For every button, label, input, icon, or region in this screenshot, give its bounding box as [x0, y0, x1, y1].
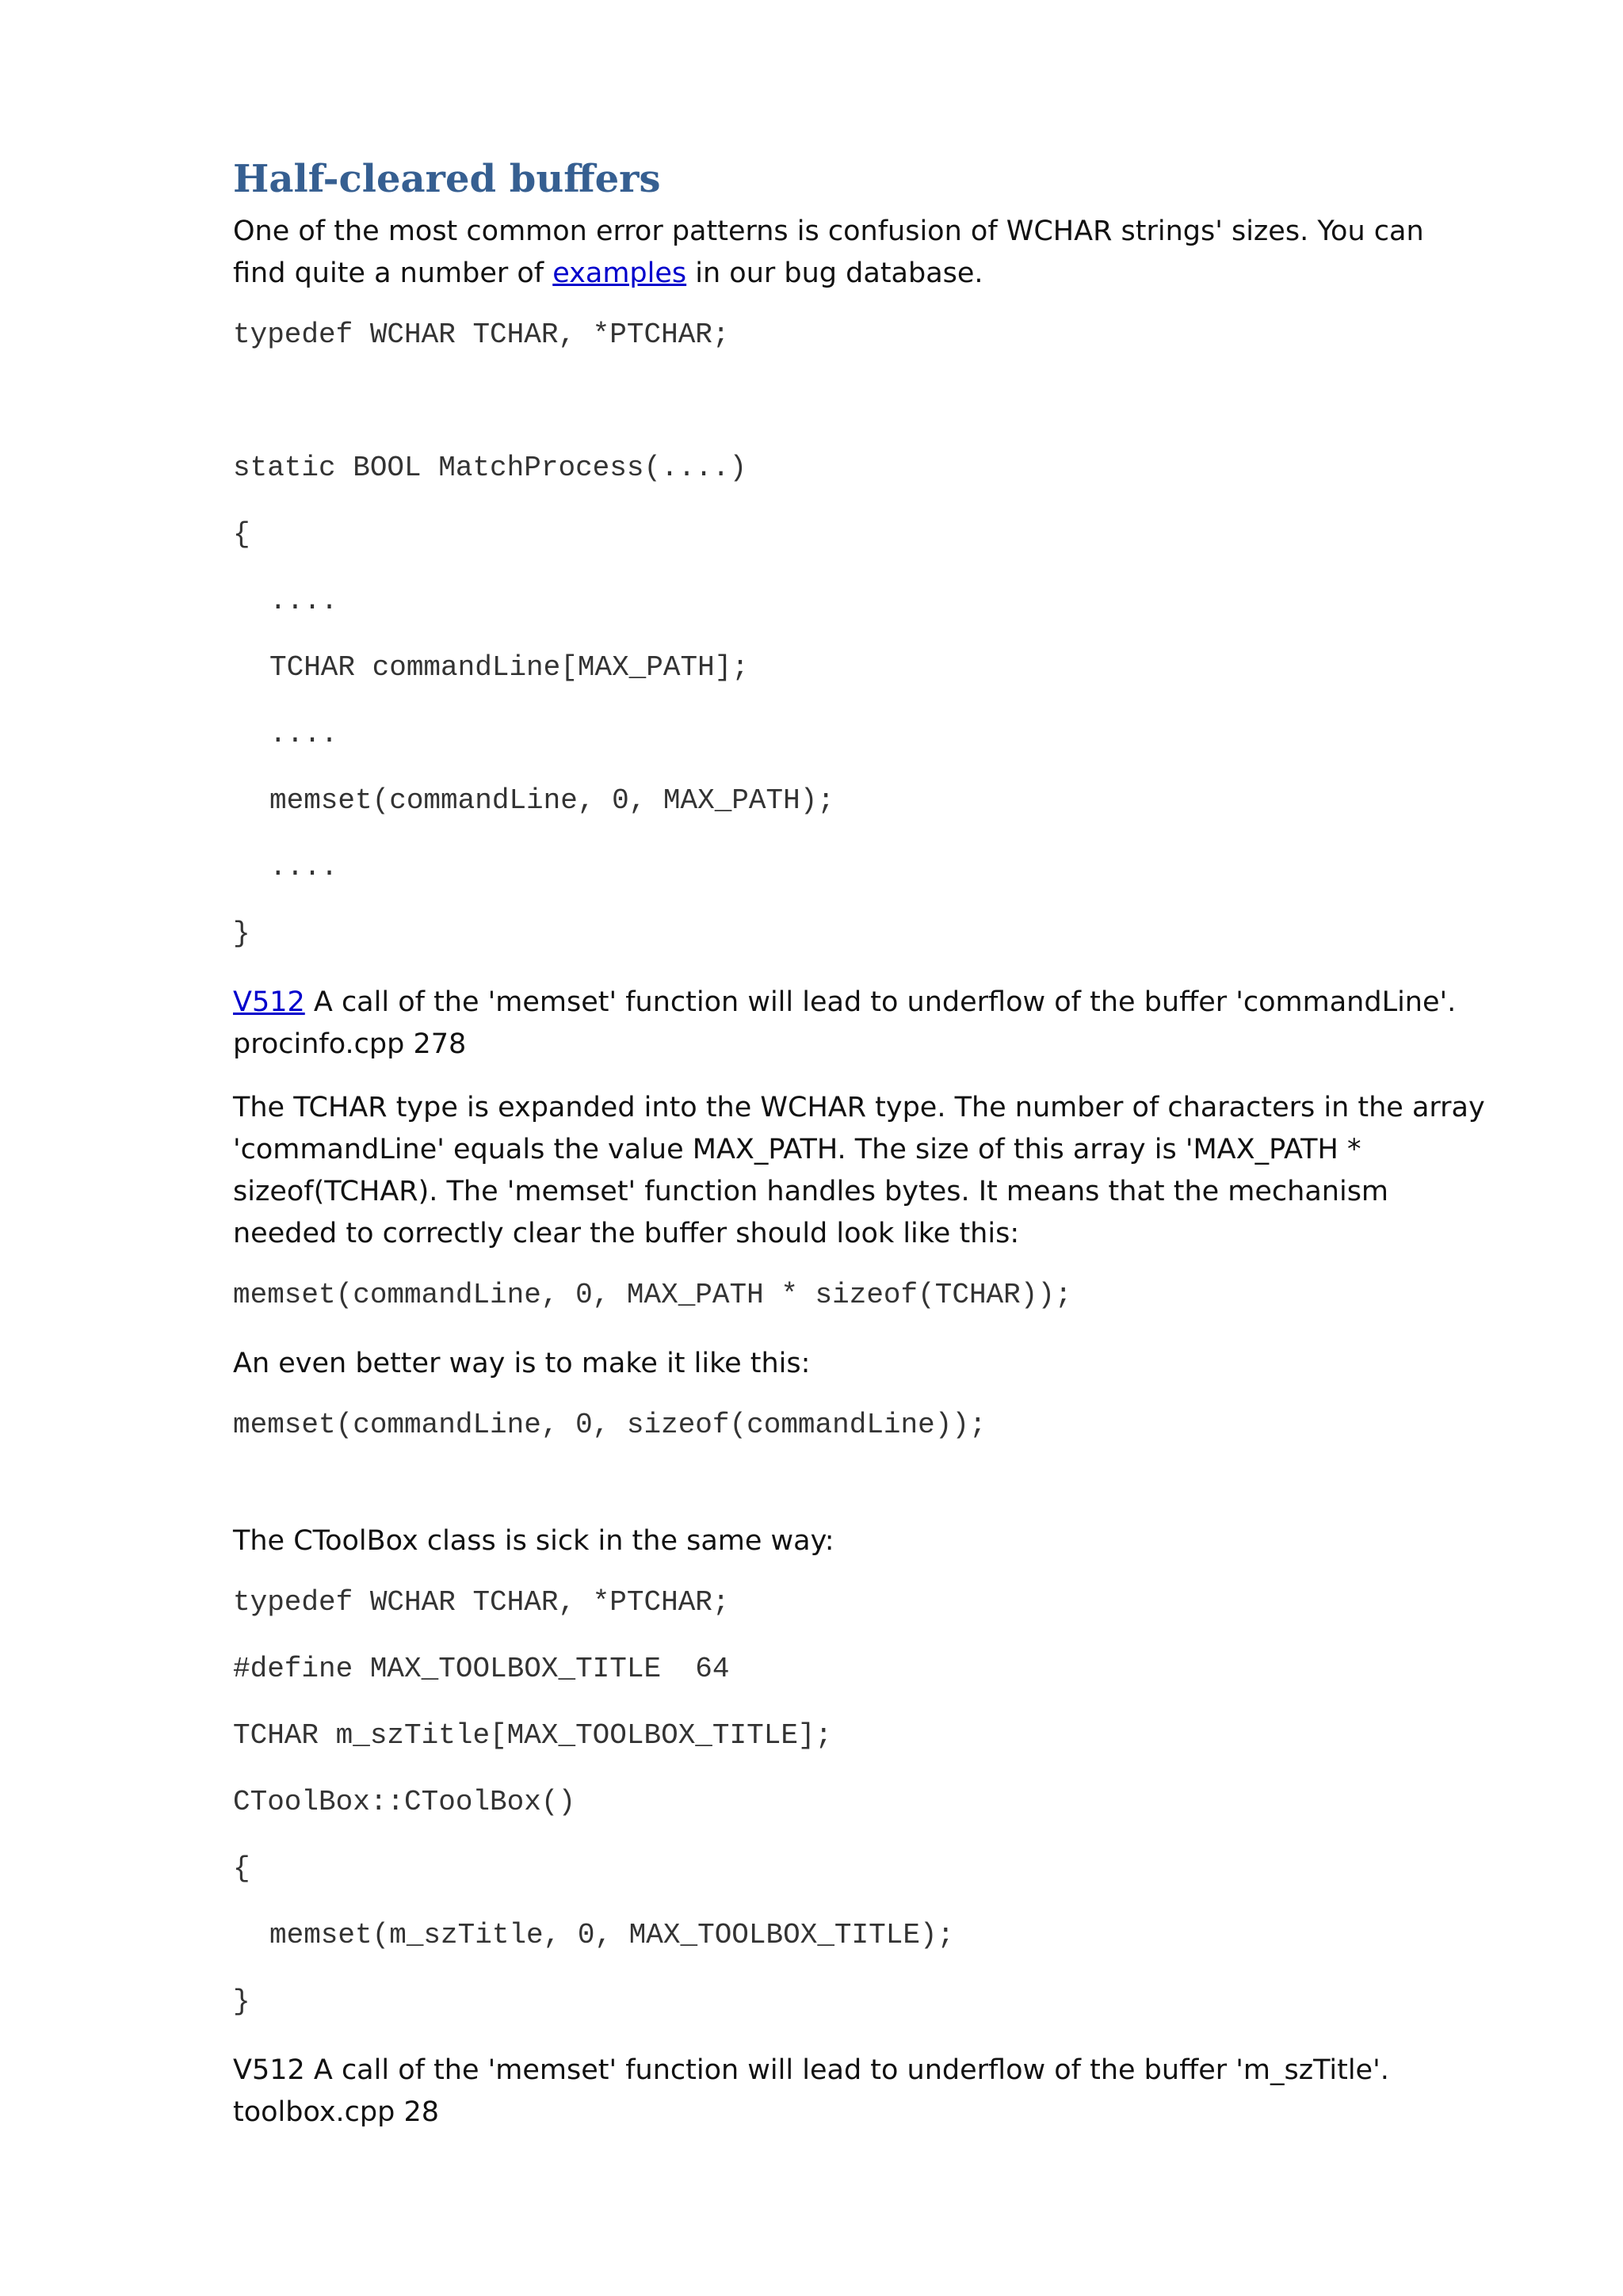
intro-text-after: in our bug database. [686, 257, 983, 289]
code-line-better-fix: memset(commandLine, 0, sizeof(commandLine)); [233, 1409, 987, 1441]
code-line-function-signature: static BOOL MatchProcess(....) [233, 452, 747, 484]
explanation-paragraph: The TCHAR type is expanded into the WCHAR type. The number of characters in the array 'commandLine' equals the value MAX_PATH. The size of this array is 'MAX_PATH * sizeof(TCHAR). The 'memset' function handles bytes. It means that the mechanism needed to correctly clear the buffer should look like this: [233, 1092, 1485, 1249]
code-line-close-brace: } [233, 917, 250, 950]
code-line-declaration: TCHAR commandLine[MAX_PATH]; [269, 651, 749, 684]
code-line-memset: memset(m_szTitle, 0, MAX_TOOLBOX_TITLE); [269, 1919, 955, 1951]
spacer [233, 383, 1485, 449]
code-line-ellipsis: .... [269, 585, 338, 617]
code-line-declaration: TCHAR m_szTitle[MAX_TOOLBOX_TITLE]; [233, 1719, 833, 1752]
v512-link[interactable]: V512 [233, 986, 305, 1018]
code-line-typedef: typedef WCHAR TCHAR, *PTCHAR; [233, 318, 730, 351]
section-heading: Half-cleared buffers [233, 157, 661, 201]
code-line-define: #define MAX_TOOLBOX_TITLE 64 [233, 1653, 730, 1685]
code-line-open-brace: { [233, 518, 250, 551]
toolbox-intro-paragraph: The CToolBox class is sick in the same way: [233, 1525, 834, 1557]
code-line-typedef: typedef WCHAR TCHAR, *PTCHAR; [233, 1586, 730, 1619]
intro-text-before: One of the most common error patterns is confusion of WCHAR strings' sizes. You can find quite a number of [233, 215, 1424, 289]
code-line-ellipsis: .... [269, 851, 338, 883]
code-line-open-brace: { [233, 1852, 250, 1885]
warning-text: A call of the 'memset' function will lead to underflow of the buffer 'commandLine'. procinfo.cpp 278 [233, 986, 1457, 1060]
warning-paragraph [233, 982, 1485, 1066]
better-way-paragraph: An even better way is to make it like this: [233, 1348, 811, 1379]
code-line-memset: memset(commandLine, 0, MAX_PATH); [269, 784, 834, 817]
intro-paragraph [233, 211, 1485, 295]
examples-link[interactable]: examples [552, 257, 687, 289]
code-line-fix: memset(commandLine, 0, MAX_PATH * sizeof(TCHAR)); [233, 1279, 1072, 1311]
article-body [233, 157, 1485, 2155]
warning-paragraph: V512 A call of the 'memset' function will lead to underflow of the buffer 'm_szTitle'. toolbox.cpp 28 [233, 2054, 1389, 2128]
code-line-close-brace: } [233, 1985, 250, 2018]
code-line-ellipsis: .... [269, 718, 338, 750]
code-line-constructor: CToolBox::CToolBox() [233, 1786, 576, 1818]
spacer [233, 1473, 1485, 1520]
